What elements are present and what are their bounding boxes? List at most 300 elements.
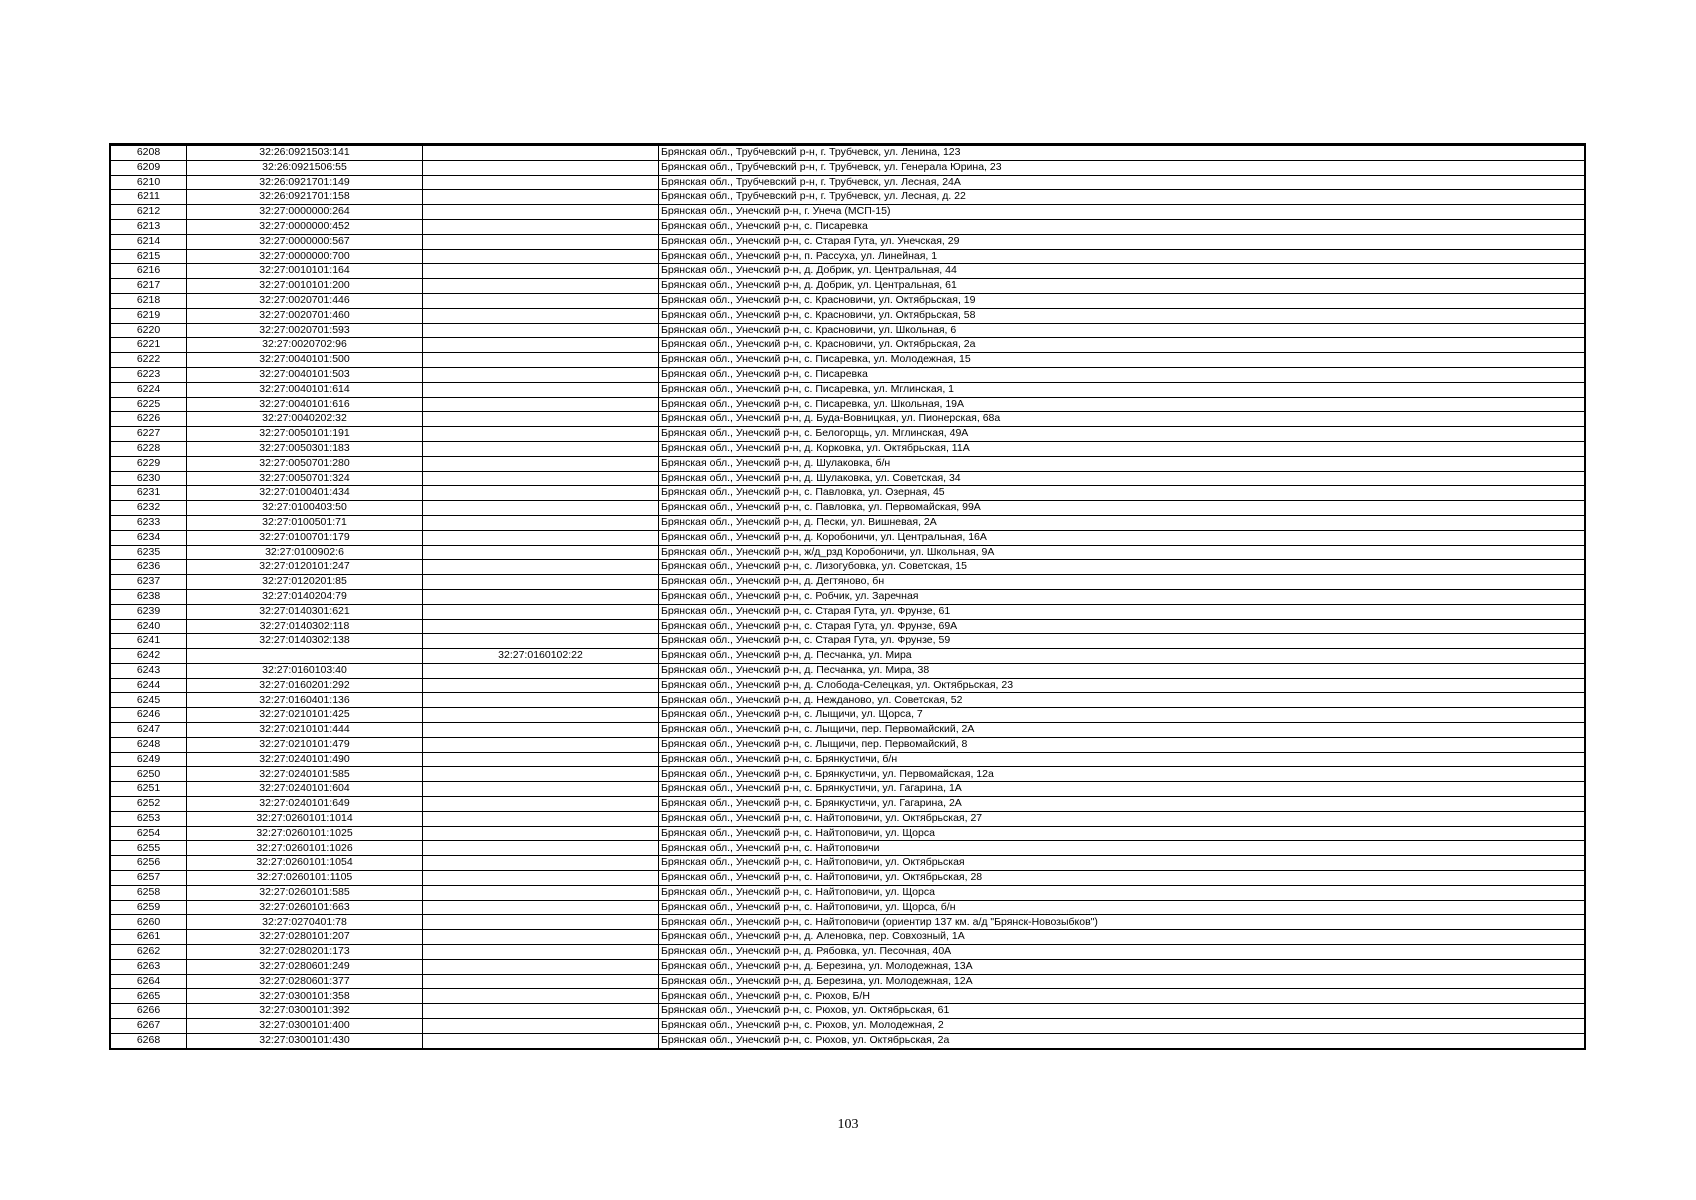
cadastral-number-cell: 32:27:0100701:179 xyxy=(187,530,423,545)
address-cell: Брянская обл., Унечский р-н, с. Найтоповичи, ул. Октябрьская, 28 xyxy=(659,871,1585,886)
cadastral-number-cell: 32:27:0160401:136 xyxy=(187,693,423,708)
address-cell: Брянская обл., Унечский р-н, с. Найтоповичи xyxy=(659,841,1585,856)
cadastral-number-cell: 32:27:0260101:1054 xyxy=(187,856,423,871)
table-row xyxy=(111,974,1585,989)
row-number-cell: 6208 xyxy=(111,145,187,160)
secondary-cadastral-cell xyxy=(423,708,659,723)
table-row xyxy=(111,1033,1585,1048)
secondary-cadastral-cell xyxy=(423,782,659,797)
table-row xyxy=(111,649,1585,664)
row-number-cell: 6249 xyxy=(111,752,187,767)
table-row xyxy=(111,930,1585,945)
registry-table-body xyxy=(111,145,1585,1048)
row-number-cell: 6238 xyxy=(111,589,187,604)
cadastral-number-cell: 32:27:0040202:32 xyxy=(187,412,423,427)
table-row xyxy=(111,412,1585,427)
cadastral-number-cell: 32:27:0260101:1105 xyxy=(187,871,423,886)
address-cell: Брянская обл., Унечский р-н, с. Найтоповичи, ул. Октябрьская xyxy=(659,856,1585,871)
address-cell: Брянская обл., Унечский р-н, д. Шулаковка, б/н xyxy=(659,456,1585,471)
address-cell: Брянская обл., Унечский р-н, с. Брянкустичи, б/н xyxy=(659,752,1585,767)
row-number-cell: 6236 xyxy=(111,560,187,575)
row-number-cell: 6258 xyxy=(111,885,187,900)
cadastral-number-cell: 32:27:0210101:425 xyxy=(187,708,423,723)
table-row xyxy=(111,530,1585,545)
table-row xyxy=(111,293,1585,308)
row-number-cell: 6250 xyxy=(111,767,187,782)
secondary-cadastral-cell xyxy=(423,382,659,397)
table-row xyxy=(111,205,1585,220)
address-cell: Брянская обл., Унечский р-н, с. Брянкустичи, ул. Гагарина, 1А xyxy=(659,782,1585,797)
address-cell: Брянская обл., Унечский р-н, д. Нежданово, ул. Советская, 52 xyxy=(659,693,1585,708)
row-number-cell: 6248 xyxy=(111,737,187,752)
row-number-cell: 6264 xyxy=(111,974,187,989)
secondary-cadastral-cell xyxy=(423,501,659,516)
address-cell: Брянская обл., Трубчевский р-н, г. Трубчевск, ул. Лесная, д. 22 xyxy=(659,190,1585,205)
row-number-cell: 6256 xyxy=(111,856,187,871)
secondary-cadastral-cell xyxy=(423,427,659,442)
secondary-cadastral-cell xyxy=(423,145,659,160)
cadastral-number-cell: 32:27:0100501:71 xyxy=(187,515,423,530)
address-cell: Брянская обл., Унечский р-н, с. Старая Гута, ул. Фрунзе, 59 xyxy=(659,634,1585,649)
table-row xyxy=(111,885,1585,900)
secondary-cadastral-cell xyxy=(423,737,659,752)
table-row xyxy=(111,752,1585,767)
row-number-cell: 6255 xyxy=(111,841,187,856)
cadastral-number-cell: 32:27:0280601:377 xyxy=(187,974,423,989)
address-cell: Брянская обл., Унечский р-н, с. Красновичи, ул. Октябрьская, 58 xyxy=(659,308,1585,323)
secondary-cadastral-cell xyxy=(423,767,659,782)
row-number-cell: 6225 xyxy=(111,397,187,412)
row-number-cell: 6211 xyxy=(111,190,187,205)
cadastral-number-cell: 32:27:0140302:138 xyxy=(187,634,423,649)
cadastral-number-cell: 32:27:0020702:96 xyxy=(187,338,423,353)
row-number-cell: 6221 xyxy=(111,338,187,353)
secondary-cadastral-cell xyxy=(423,205,659,220)
address-cell: Брянская обл., Унечский р-н, д. Слобода-Селецкая, ул. Октябрьская, 23 xyxy=(659,678,1585,693)
cadastral-number-cell: 32:27:0140204:79 xyxy=(187,589,423,604)
table-row xyxy=(111,634,1585,649)
table-row xyxy=(111,604,1585,619)
address-cell: Брянская обл., Унечский р-н, с. Старая Гута, ул. Фрунзе, 61 xyxy=(659,604,1585,619)
table-row xyxy=(111,441,1585,456)
address-cell: Брянская обл., Унечский р-н, ж/д_рзд Коробоничи, ул. Школьная, 9А xyxy=(659,545,1585,560)
row-number-cell: 6235 xyxy=(111,545,187,560)
table-row xyxy=(111,708,1585,723)
row-number-cell: 6217 xyxy=(111,279,187,294)
table-row xyxy=(111,856,1585,871)
address-cell: Брянская обл., Унечский р-н, с. Красновичи, ул. Школьная, 6 xyxy=(659,323,1585,338)
address-cell: Брянская обл., Унечский р-н, с. Писаревка, ул. Школьная, 19А xyxy=(659,397,1585,412)
cadastral-number-cell: 32:27:0000000:264 xyxy=(187,205,423,220)
address-cell: Брянская обл., Унечский р-н, д. Березина, ул. Молодежная, 13А xyxy=(659,959,1585,974)
row-number-cell: 6215 xyxy=(111,249,187,264)
secondary-cadastral-cell xyxy=(423,560,659,575)
row-number-cell: 6268 xyxy=(111,1033,187,1048)
secondary-cadastral-cell xyxy=(423,190,659,205)
row-number-cell: 6260 xyxy=(111,915,187,930)
row-number-cell: 6247 xyxy=(111,723,187,738)
table-row xyxy=(111,678,1585,693)
cadastral-number-cell: 32:27:0010101:164 xyxy=(187,264,423,279)
table-row xyxy=(111,353,1585,368)
cadastral-number-cell: 32:27:0240101:585 xyxy=(187,767,423,782)
table-row xyxy=(111,323,1585,338)
row-number-cell: 6218 xyxy=(111,293,187,308)
row-number-cell: 6259 xyxy=(111,900,187,915)
row-number-cell: 6229 xyxy=(111,456,187,471)
cadastral-number-cell: 32:27:0260101:1025 xyxy=(187,826,423,841)
table-row xyxy=(111,693,1585,708)
row-number-cell: 6209 xyxy=(111,160,187,175)
table-row xyxy=(111,663,1585,678)
table-row xyxy=(111,589,1585,604)
secondary-cadastral-cell xyxy=(423,486,659,501)
cadastral-number-cell: 32:27:0160201:292 xyxy=(187,678,423,693)
address-cell: Брянская обл., Унечский р-н, д. Пески, ул. Вишневая, 2А xyxy=(659,515,1585,530)
secondary-cadastral-cell xyxy=(423,663,659,678)
cadastral-number-cell: 32:27:0210101:479 xyxy=(187,737,423,752)
secondary-cadastral-cell xyxy=(423,856,659,871)
cadastral-number-cell: 32:27:0100401:434 xyxy=(187,486,423,501)
table-row xyxy=(111,915,1585,930)
table-row xyxy=(111,945,1585,960)
cadastral-number-cell: 32:27:0020701:446 xyxy=(187,293,423,308)
cadastral-number-cell: 32:27:0270401:78 xyxy=(187,915,423,930)
table-row xyxy=(111,619,1585,634)
table-row xyxy=(111,737,1585,752)
secondary-cadastral-cell xyxy=(423,604,659,619)
secondary-cadastral-cell xyxy=(423,412,659,427)
cadastral-number-cell: 32:27:0000000:700 xyxy=(187,249,423,264)
row-number-cell: 6212 xyxy=(111,205,187,220)
secondary-cadastral-cell xyxy=(423,693,659,708)
secondary-cadastral-cell xyxy=(423,589,659,604)
table-row xyxy=(111,219,1585,234)
cadastral-number-cell: 32:26:0921506:55 xyxy=(187,160,423,175)
cadastral-number-cell: 32:27:0000000:567 xyxy=(187,234,423,249)
address-cell: Брянская обл., Унечский р-н, с. Рюхов, Б/Н xyxy=(659,989,1585,1004)
secondary-cadastral-cell xyxy=(423,545,659,560)
row-number-cell: 6227 xyxy=(111,427,187,442)
cadastral-number-cell xyxy=(187,649,423,664)
cadastral-number-cell: 32:27:0040101:503 xyxy=(187,367,423,382)
cadastral-number-cell: 32:27:0240101:649 xyxy=(187,797,423,812)
address-cell: Брянская обл., Унечский р-н, д. Добрик, ул. Центральная, 61 xyxy=(659,279,1585,294)
address-cell: Брянская обл., Унечский р-н, с. Найтоповичи, ул. Октябрьская, 27 xyxy=(659,811,1585,826)
row-number-cell: 6251 xyxy=(111,782,187,797)
secondary-cadastral-cell xyxy=(423,930,659,945)
row-number-cell: 6223 xyxy=(111,367,187,382)
row-number-cell: 6219 xyxy=(111,308,187,323)
address-cell: Брянская обл., Унечский р-н, с. Брянкустичи, ул. Первомайская, 12а xyxy=(659,767,1585,782)
registry-table xyxy=(110,144,1585,1049)
table-row xyxy=(111,841,1585,856)
secondary-cadastral-cell xyxy=(423,634,659,649)
row-number-cell: 6252 xyxy=(111,797,187,812)
row-number-cell: 6254 xyxy=(111,826,187,841)
table-row xyxy=(111,190,1585,205)
secondary-cadastral-cell xyxy=(423,308,659,323)
table-row xyxy=(111,575,1585,590)
address-cell: Брянская обл., Унечский р-н, д. Буда-Вовницкая, ул. Пионерская, 68а xyxy=(659,412,1585,427)
table-row xyxy=(111,871,1585,886)
secondary-cadastral-cell xyxy=(423,1004,659,1019)
cadastral-number-cell: 32:27:0040101:500 xyxy=(187,353,423,368)
address-cell: Брянская обл., Унечский р-н, д. Корковка, ул. Октябрьская, 11А xyxy=(659,441,1585,456)
table-row xyxy=(111,264,1585,279)
address-cell: Брянская обл., Унечский р-н, д. Рябовка, ул. Песочная, 40А xyxy=(659,945,1585,960)
table-row xyxy=(111,308,1585,323)
address-cell: Брянская обл., Трубчевский р-н, г. Трубчевск, ул. Генерала Юрина, 23 xyxy=(659,160,1585,175)
cadastral-number-cell: 32:26:0921701:158 xyxy=(187,190,423,205)
cadastral-number-cell: 32:27:0040101:614 xyxy=(187,382,423,397)
row-number-cell: 6222 xyxy=(111,353,187,368)
table-row xyxy=(111,501,1585,516)
row-number-cell: 6231 xyxy=(111,486,187,501)
address-cell: Брянская обл., Унечский р-н, с. Красновичи, ул. Октябрьская, 2а xyxy=(659,338,1585,353)
row-number-cell: 6263 xyxy=(111,959,187,974)
table-row xyxy=(111,427,1585,442)
row-number-cell: 6216 xyxy=(111,264,187,279)
row-number-cell: 6262 xyxy=(111,945,187,960)
address-cell: Брянская обл., Унечский р-н, д. Добрик, ул. Центральная, 44 xyxy=(659,264,1585,279)
row-number-cell: 6213 xyxy=(111,219,187,234)
cadastral-number-cell: 32:27:0300101:430 xyxy=(187,1033,423,1048)
secondary-cadastral-cell xyxy=(423,1019,659,1034)
address-cell: Брянская обл., Унечский р-н, с. Павловка, ул. Озерная, 45 xyxy=(659,486,1585,501)
cadastral-number-cell: 32:27:0100902:6 xyxy=(187,545,423,560)
cadastral-number-cell: 32:27:0140302:118 xyxy=(187,619,423,634)
secondary-cadastral-cell xyxy=(423,264,659,279)
table-row xyxy=(111,826,1585,841)
secondary-cadastral-cell xyxy=(423,219,659,234)
address-cell: Брянская обл., Унечский р-н, с. Писаревка xyxy=(659,367,1585,382)
address-cell: Брянская обл., Унечский р-н, с. Робчик, ул. Заречная xyxy=(659,589,1585,604)
cadastral-number-cell: 32:27:0280101:207 xyxy=(187,930,423,945)
table-row xyxy=(111,145,1585,160)
secondary-cadastral-cell xyxy=(423,959,659,974)
table-row xyxy=(111,560,1585,575)
row-number-cell: 6214 xyxy=(111,234,187,249)
cadastral-number-cell: 32:27:0210101:444 xyxy=(187,723,423,738)
secondary-cadastral-cell xyxy=(423,456,659,471)
secondary-cadastral-cell xyxy=(423,989,659,1004)
address-cell: Брянская обл., Унечский р-н, д. Песчанка, ул. Мира, 38 xyxy=(659,663,1585,678)
cadastral-number-cell: 32:27:0020701:593 xyxy=(187,323,423,338)
address-cell: Брянская обл., Унечский р-н, с. Красновичи, ул. Октябрьская, 19 xyxy=(659,293,1585,308)
table-row xyxy=(111,382,1585,397)
row-number-cell: 6265 xyxy=(111,989,187,1004)
secondary-cadastral-cell xyxy=(423,885,659,900)
address-cell: Брянская обл., Унечский р-н, с. Рюхов, ул. Молодежная, 2 xyxy=(659,1019,1585,1034)
cadastral-number-cell: 32:27:0010101:200 xyxy=(187,279,423,294)
table-row xyxy=(111,545,1585,560)
secondary-cadastral-cell xyxy=(423,367,659,382)
row-number-cell: 6267 xyxy=(111,1019,187,1034)
cadastral-number-cell: 32:27:0240101:490 xyxy=(187,752,423,767)
secondary-cadastral-cell xyxy=(423,338,659,353)
address-cell: Брянская обл., Унечский р-н, с. Белогорщь, ул. Мглинская, 49А xyxy=(659,427,1585,442)
row-number-cell: 6261 xyxy=(111,930,187,945)
table-row xyxy=(111,234,1585,249)
secondary-cadastral-cell xyxy=(423,353,659,368)
cadastral-number-cell: 32:27:0050701:324 xyxy=(187,471,423,486)
row-number-cell: 6266 xyxy=(111,1004,187,1019)
secondary-cadastral-cell xyxy=(423,871,659,886)
table-row xyxy=(111,1004,1585,1019)
address-cell: Брянская обл., Унечский р-н, с. Старая Гута, ул. Унечская, 29 xyxy=(659,234,1585,249)
row-number-cell: 6242 xyxy=(111,649,187,664)
cadastral-number-cell: 32:27:0140301:621 xyxy=(187,604,423,619)
address-cell: Брянская обл., Унечский р-н, д. Аленовка, пер. Совхозный, 1А xyxy=(659,930,1585,945)
row-number-cell: 6244 xyxy=(111,678,187,693)
cadastral-number-cell: 32:27:0040101:616 xyxy=(187,397,423,412)
table-row xyxy=(111,811,1585,826)
address-cell: Брянская обл., Унечский р-н, с. Лыщичи, пер. Первомайский, 2А xyxy=(659,723,1585,738)
row-number-cell: 6230 xyxy=(111,471,187,486)
table-row xyxy=(111,471,1585,486)
table-row xyxy=(111,900,1585,915)
table-row xyxy=(111,175,1585,190)
address-cell: Брянская обл., Унечский р-н, с. Найтоповичи, ул. Щорса xyxy=(659,885,1585,900)
secondary-cadastral-cell xyxy=(423,441,659,456)
table-row xyxy=(111,456,1585,471)
table-row xyxy=(111,989,1585,1004)
secondary-cadastral-cell xyxy=(423,279,659,294)
table-row xyxy=(111,367,1585,382)
cadastral-number-cell: 32:27:0050101:191 xyxy=(187,427,423,442)
row-number-cell: 6246 xyxy=(111,708,187,723)
table-row xyxy=(111,279,1585,294)
table-row xyxy=(111,338,1585,353)
address-cell: Брянская обл., Унечский р-н, с. Старая Гута, ул. Фрунзе, 69А xyxy=(659,619,1585,634)
row-number-cell: 6210 xyxy=(111,175,187,190)
cadastral-number-cell: 32:27:0300101:358 xyxy=(187,989,423,1004)
secondary-cadastral-cell xyxy=(423,471,659,486)
secondary-cadastral-cell xyxy=(423,900,659,915)
cadastral-number-cell: 32:27:0050301:183 xyxy=(187,441,423,456)
secondary-cadastral-cell xyxy=(423,1033,659,1048)
secondary-cadastral-cell xyxy=(423,160,659,175)
row-number-cell: 6220 xyxy=(111,323,187,338)
secondary-cadastral-cell xyxy=(423,974,659,989)
secondary-cadastral-cell xyxy=(423,826,659,841)
table-row xyxy=(111,249,1585,264)
secondary-cadastral-cell xyxy=(423,397,659,412)
secondary-cadastral-cell xyxy=(423,678,659,693)
table-row xyxy=(111,486,1585,501)
cadastral-number-cell: 32:27:0000000:452 xyxy=(187,219,423,234)
secondary-cadastral-cell xyxy=(423,619,659,634)
address-cell: Брянская обл., Унечский р-н, с. Лыщичи, ул. Щорса, 7 xyxy=(659,708,1585,723)
row-number-cell: 6224 xyxy=(111,382,187,397)
secondary-cadastral-cell xyxy=(423,797,659,812)
cadastral-number-cell: 32:27:0300101:392 xyxy=(187,1004,423,1019)
page-number: 103 xyxy=(837,1117,859,1132)
table-row xyxy=(111,723,1585,738)
row-number-cell: 6245 xyxy=(111,693,187,708)
row-number-cell: 6243 xyxy=(111,663,187,678)
secondary-cadastral-cell xyxy=(423,723,659,738)
secondary-cadastral-cell: 32:27:0160102:22 xyxy=(423,649,659,664)
address-cell: Брянская обл., Трубчевский р-н, г. Трубчевск, ул. Лесная, 24А xyxy=(659,175,1585,190)
row-number-cell: 6234 xyxy=(111,530,187,545)
secondary-cadastral-cell xyxy=(423,575,659,590)
address-cell: Брянская обл., Унечский р-н, г. Унеча (МСП-15) xyxy=(659,205,1585,220)
table-row xyxy=(111,160,1585,175)
table-row xyxy=(111,397,1585,412)
cadastral-number-cell: 32:27:0260101:1026 xyxy=(187,841,423,856)
row-number-cell: 6253 xyxy=(111,811,187,826)
address-cell: Брянская обл., Унечский р-н, с. Найтоповичи (ориентир 137 км. а/д "Брянск-Новозыбков") xyxy=(659,915,1585,930)
secondary-cadastral-cell xyxy=(423,515,659,530)
address-cell: Брянская обл., Унечский р-н, д. Песчанка, ул. Мира xyxy=(659,649,1585,664)
cadastral-number-cell: 32:27:0280201:173 xyxy=(187,945,423,960)
address-cell: Брянская обл., Унечский р-н, с. Павловка, ул. Первомайская, 99А xyxy=(659,501,1585,516)
secondary-cadastral-cell xyxy=(423,811,659,826)
cadastral-number-cell: 32:27:0300101:400 xyxy=(187,1019,423,1034)
row-number-cell: 6233 xyxy=(111,515,187,530)
address-cell: Брянская обл., Унечский р-н, д. Березина, ул. Молодежная, 12А xyxy=(659,974,1585,989)
address-cell: Брянская обл., Унечский р-н, с. Лизогубовка, ул. Советская, 15 xyxy=(659,560,1585,575)
secondary-cadastral-cell xyxy=(423,234,659,249)
secondary-cadastral-cell xyxy=(423,293,659,308)
table-row xyxy=(111,782,1585,797)
cadastral-number-cell: 32:27:0100403:50 xyxy=(187,501,423,516)
cadastral-number-cell: 32:27:0240101:604 xyxy=(187,782,423,797)
cadastral-number-cell: 32:27:0160103:40 xyxy=(187,663,423,678)
address-cell: Брянская обл., Унечский р-н, с. Рюхов, ул. Октябрьская, 61 xyxy=(659,1004,1585,1019)
address-cell: Брянская обл., Унечский р-н, д. Шулаковка, ул. Советская, 34 xyxy=(659,471,1585,486)
table-row xyxy=(111,767,1585,782)
row-number-cell: 6226 xyxy=(111,412,187,427)
secondary-cadastral-cell xyxy=(423,752,659,767)
row-number-cell: 6232 xyxy=(111,501,187,516)
table-row xyxy=(111,515,1585,530)
row-number-cell: 6239 xyxy=(111,604,187,619)
address-cell: Брянская обл., Унечский р-н, с. Найтоповичи, ул. Щорса xyxy=(659,826,1585,841)
table-row xyxy=(111,1019,1585,1034)
row-number-cell: 6241 xyxy=(111,634,187,649)
address-cell: Брянская обл., Унечский р-н, с. Рюхов, ул. Октябрьская, 2а xyxy=(659,1033,1585,1048)
cadastral-number-cell: 32:27:0120101:247 xyxy=(187,560,423,575)
address-cell: Брянская обл., Унечский р-н, с. Брянкустичи, ул. Гагарина, 2А xyxy=(659,797,1585,812)
cadastral-number-cell: 32:27:0260101:1014 xyxy=(187,811,423,826)
secondary-cadastral-cell xyxy=(423,841,659,856)
row-number-cell: 6237 xyxy=(111,575,187,590)
cadastral-number-cell: 32:27:0260101:585 xyxy=(187,885,423,900)
address-cell: Брянская обл., Унечский р-н, с. Лыщичи, пер. Первомайский, 8 xyxy=(659,737,1585,752)
cadastral-number-cell: 32:26:0921503:141 xyxy=(187,145,423,160)
row-number-cell: 6257 xyxy=(111,871,187,886)
secondary-cadastral-cell xyxy=(423,530,659,545)
address-cell: Брянская обл., Унечский р-н, с. Найтоповичи, ул. Щорса, б/н xyxy=(659,900,1585,915)
cadastral-number-cell: 32:27:0050701:280 xyxy=(187,456,423,471)
address-cell: Брянская обл., Унечский р-н, д. Коробоничи, ул. Центральная, 16А xyxy=(659,530,1585,545)
secondary-cadastral-cell xyxy=(423,323,659,338)
cadastral-number-cell: 32:27:0260101:663 xyxy=(187,900,423,915)
address-cell: Брянская обл., Унечский р-н, с. Писаревка, ул. Молодежная, 15 xyxy=(659,353,1585,368)
row-number-cell: 6240 xyxy=(111,619,187,634)
address-cell: Брянская обл., Унечский р-н, с. Писаревка xyxy=(659,219,1585,234)
table-row xyxy=(111,959,1585,974)
row-number-cell: 6228 xyxy=(111,441,187,456)
address-cell: Брянская обл., Унечский р-н, с. Писаревка, ул. Мглинская, 1 xyxy=(659,382,1585,397)
cadastral-number-cell: 32:27:0280601:249 xyxy=(187,959,423,974)
cadastral-number-cell: 32:26:0921701:149 xyxy=(187,175,423,190)
secondary-cadastral-cell xyxy=(423,915,659,930)
address-cell: Брянская обл., Унечский р-н, п. Рассуха, ул. Линейная, 1 xyxy=(659,249,1585,264)
